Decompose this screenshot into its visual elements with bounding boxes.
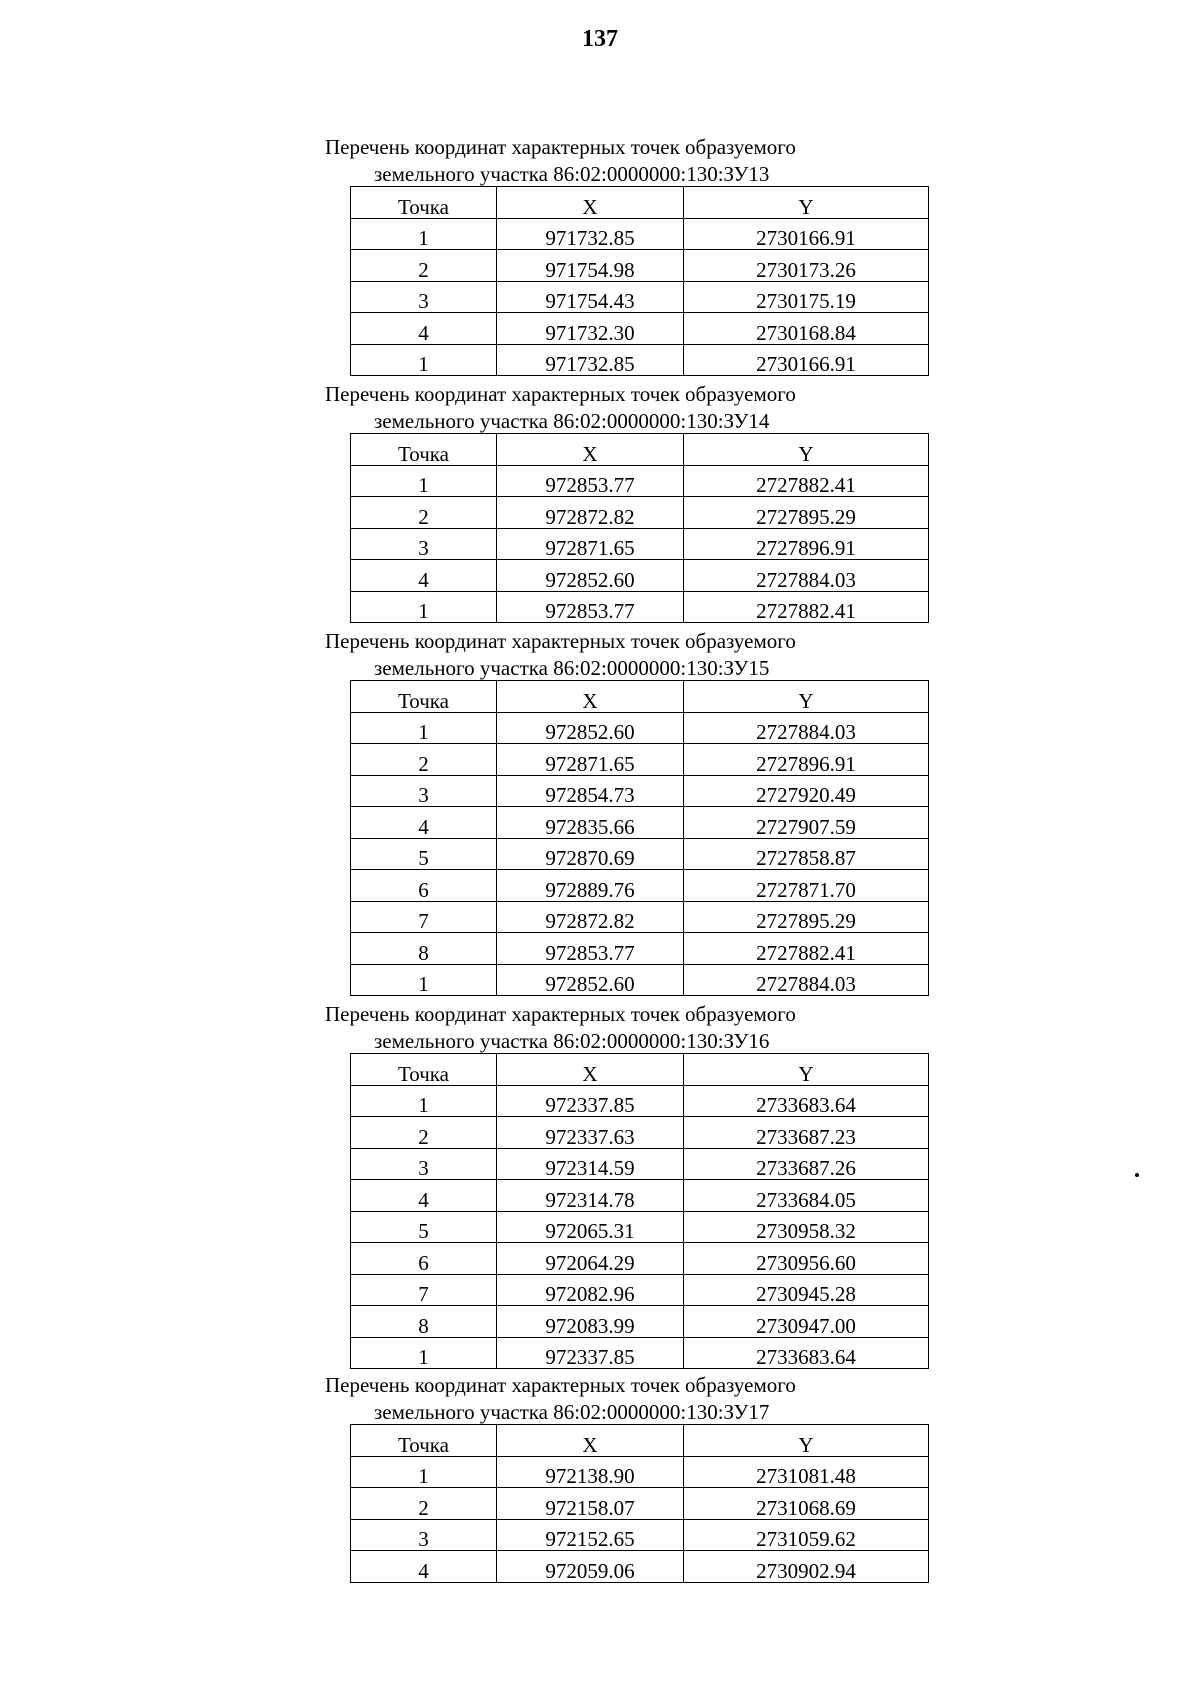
section-caption — [0, 627, 1200, 683]
x-cell: 972082.96 — [497, 1274, 684, 1306]
point-cell: 4 — [351, 1551, 497, 1583]
table-row — [351, 1180, 929, 1212]
x-cell: 972853.77 — [497, 591, 684, 623]
x-cell: 972871.65 — [497, 744, 684, 776]
y-cell: 2727882.41 — [684, 933, 929, 965]
y-cell: 2733683.64 — [684, 1085, 929, 1117]
coordinate-section — [0, 1371, 1200, 1583]
coordinate-section — [0, 1000, 1200, 1369]
x-cell: 972152.65 — [497, 1519, 684, 1551]
coordinates-table — [350, 433, 929, 623]
y-cell: 2731081.48 — [684, 1456, 929, 1488]
section-caption — [0, 380, 1200, 436]
x-cell: 972852.60 — [497, 712, 684, 744]
caption-parcel-line: земельного участка 86:02:0000000:130:ЗУ13 — [374, 162, 770, 186]
header-cell: X — [497, 434, 684, 466]
caption-parcel-line: земельного участка 86:02:0000000:130:ЗУ17 — [374, 1400, 770, 1424]
y-cell: 2733684.05 — [684, 1180, 929, 1212]
table-row — [351, 1243, 929, 1275]
point-cell: 1 — [351, 712, 497, 744]
x-cell: 972337.85 — [497, 1337, 684, 1369]
y-cell: 2730902.94 — [684, 1551, 929, 1583]
point-cell: 4 — [351, 560, 497, 592]
y-cell: 2727896.91 — [684, 528, 929, 560]
table-row — [351, 964, 929, 996]
table-row — [351, 1488, 929, 1520]
y-cell: 2730958.32 — [684, 1211, 929, 1243]
page-number: 137 — [582, 26, 618, 52]
y-cell: 2727884.03 — [684, 964, 929, 996]
caption-parcel-line: земельного участка 86:02:0000000:130:ЗУ15 — [374, 656, 770, 680]
caption-line: Перечень координат характерных точек образуемого — [325, 382, 796, 406]
x-cell: 972064.29 — [497, 1243, 684, 1275]
point-cell: 3 — [351, 1519, 497, 1551]
section-caption — [0, 1000, 1200, 1056]
header-cell: Точка — [351, 1425, 497, 1457]
y-cell: 2727896.91 — [684, 744, 929, 776]
caption-line: Перечень координат характерных точек образуемого — [325, 1373, 796, 1397]
point-cell: 4 — [351, 313, 497, 345]
x-cell: 972872.82 — [497, 497, 684, 529]
point-cell: 4 — [351, 1180, 497, 1212]
header-cell: X — [497, 1425, 684, 1457]
point-cell: 3 — [351, 775, 497, 807]
x-cell: 972854.73 — [497, 775, 684, 807]
table-row — [351, 744, 929, 776]
point-cell: 1 — [351, 1085, 497, 1117]
coordinate-section — [0, 380, 1200, 623]
point-cell: 1 — [351, 344, 497, 376]
header-cell: Y — [684, 681, 929, 713]
coordinate-section — [0, 133, 1200, 376]
y-cell: 2733687.26 — [684, 1148, 929, 1180]
table-row — [351, 1117, 929, 1149]
x-cell: 972065.31 — [497, 1211, 684, 1243]
y-cell: 2727858.87 — [684, 838, 929, 870]
point-cell: 2 — [351, 744, 497, 776]
table-row — [351, 1148, 929, 1180]
table-row — [351, 1274, 929, 1306]
table-row — [351, 281, 929, 313]
coordinates-table — [350, 1424, 929, 1583]
x-cell: 971754.43 — [497, 281, 684, 313]
header-cell: X — [497, 681, 684, 713]
x-cell: 972337.63 — [497, 1117, 684, 1149]
table-row — [351, 1551, 929, 1583]
coordinates-table — [350, 680, 929, 996]
coordinates-table — [350, 1053, 929, 1369]
table-row — [351, 1519, 929, 1551]
x-cell: 972314.78 — [497, 1180, 684, 1212]
y-cell: 2730173.26 — [684, 250, 929, 282]
point-cell: 2 — [351, 497, 497, 529]
table-row — [351, 528, 929, 560]
x-cell: 972138.90 — [497, 1456, 684, 1488]
point-cell: 3 — [351, 1148, 497, 1180]
header-cell: Y — [684, 434, 929, 466]
header-cell: Точка — [351, 434, 497, 466]
coordinates-table — [350, 186, 929, 376]
x-cell: 972872.82 — [497, 901, 684, 933]
point-cell: 2 — [351, 1488, 497, 1520]
table-row — [351, 560, 929, 592]
x-cell: 972853.77 — [497, 465, 684, 497]
y-cell: 2730947.00 — [684, 1306, 929, 1338]
x-cell: 972889.76 — [497, 870, 684, 902]
y-cell: 2727884.03 — [684, 712, 929, 744]
point-cell: 2 — [351, 1117, 497, 1149]
x-cell: 971732.85 — [497, 218, 684, 250]
y-cell: 2727882.41 — [684, 591, 929, 623]
y-cell: 2730168.84 — [684, 313, 929, 345]
x-cell: 972852.60 — [497, 964, 684, 996]
y-cell: 2727920.49 — [684, 775, 929, 807]
point-cell: 1 — [351, 964, 497, 996]
point-cell: 3 — [351, 528, 497, 560]
x-cell: 972314.59 — [497, 1148, 684, 1180]
table-header-row — [351, 187, 929, 219]
x-cell: 972870.69 — [497, 838, 684, 870]
scan-speck — [1135, 1173, 1139, 1177]
header-cell: Точка — [351, 187, 497, 219]
table-row — [351, 218, 929, 250]
caption-line: Перечень координат характерных точек образуемого — [325, 1002, 796, 1026]
y-cell: 2730166.91 — [684, 218, 929, 250]
x-cell: 971732.30 — [497, 313, 684, 345]
point-cell: 8 — [351, 933, 497, 965]
y-cell: 2727884.03 — [684, 560, 929, 592]
table-row — [351, 1456, 929, 1488]
x-cell: 971732.85 — [497, 344, 684, 376]
table-row — [351, 1211, 929, 1243]
x-cell: 972835.66 — [497, 807, 684, 839]
y-cell: 2727895.29 — [684, 497, 929, 529]
x-cell: 972059.06 — [497, 1551, 684, 1583]
y-cell: 2731059.62 — [684, 1519, 929, 1551]
y-cell: 2730175.19 — [684, 281, 929, 313]
caption-parcel-line: земельного участка 86:02:0000000:130:ЗУ16 — [374, 1029, 770, 1053]
point-cell: 2 — [351, 250, 497, 282]
table-row — [351, 838, 929, 870]
point-cell: 6 — [351, 1243, 497, 1275]
point-cell: 1 — [351, 465, 497, 497]
header-cell: Y — [684, 1425, 929, 1457]
header-cell: Точка — [351, 1054, 497, 1086]
header-cell: Точка — [351, 681, 497, 713]
header-cell: X — [497, 1054, 684, 1086]
y-cell: 2731068.69 — [684, 1488, 929, 1520]
x-cell: 972871.65 — [497, 528, 684, 560]
table-row — [351, 933, 929, 965]
table-row — [351, 807, 929, 839]
point-cell: 1 — [351, 218, 497, 250]
table-row — [351, 1337, 929, 1369]
point-cell: 3 — [351, 281, 497, 313]
caption-parcel-line: земельного участка 86:02:0000000:130:ЗУ14 — [374, 409, 770, 433]
point-cell: 5 — [351, 1211, 497, 1243]
x-cell: 972852.60 — [497, 560, 684, 592]
table-header-row — [351, 1054, 929, 1086]
y-cell: 2727871.70 — [684, 870, 929, 902]
x-cell: 972337.85 — [497, 1085, 684, 1117]
header-cell: Y — [684, 1054, 929, 1086]
y-cell: 2727895.29 — [684, 901, 929, 933]
x-cell: 972158.07 — [497, 1488, 684, 1520]
section-caption — [0, 1371, 1200, 1427]
table-row — [351, 313, 929, 345]
point-cell: 7 — [351, 1274, 497, 1306]
table-row — [351, 344, 929, 376]
caption-line: Перечень координат характерных точек образуемого — [325, 135, 796, 159]
table-header-row — [351, 434, 929, 466]
caption-line: Перечень координат характерных точек образуемого — [325, 629, 796, 653]
table-row — [351, 1085, 929, 1117]
point-cell: 4 — [351, 807, 497, 839]
table-header-row — [351, 1425, 929, 1457]
x-cell: 971754.98 — [497, 250, 684, 282]
point-cell: 6 — [351, 870, 497, 902]
x-cell: 972083.99 — [497, 1306, 684, 1338]
y-cell: 2733687.23 — [684, 1117, 929, 1149]
point-cell: 1 — [351, 1337, 497, 1369]
table-row — [351, 465, 929, 497]
table-row — [351, 591, 929, 623]
y-cell: 2727907.59 — [684, 807, 929, 839]
x-cell: 972853.77 — [497, 933, 684, 965]
point-cell: 8 — [351, 1306, 497, 1338]
point-cell: 5 — [351, 838, 497, 870]
table-row — [351, 870, 929, 902]
table-row — [351, 497, 929, 529]
table-row — [351, 250, 929, 282]
coordinate-section — [0, 627, 1200, 996]
point-cell: 1 — [351, 591, 497, 623]
section-caption — [0, 133, 1200, 189]
table-row — [351, 775, 929, 807]
point-cell: 1 — [351, 1456, 497, 1488]
table-row — [351, 712, 929, 744]
header-cell: X — [497, 187, 684, 219]
y-cell: 2730956.60 — [684, 1243, 929, 1275]
y-cell: 2727882.41 — [684, 465, 929, 497]
table-row — [351, 901, 929, 933]
point-cell: 7 — [351, 901, 497, 933]
y-cell: 2730166.91 — [684, 344, 929, 376]
y-cell: 2730945.28 — [684, 1274, 929, 1306]
header-cell: Y — [684, 187, 929, 219]
table-header-row — [351, 681, 929, 713]
table-row — [351, 1306, 929, 1338]
y-cell: 2733683.64 — [684, 1337, 929, 1369]
